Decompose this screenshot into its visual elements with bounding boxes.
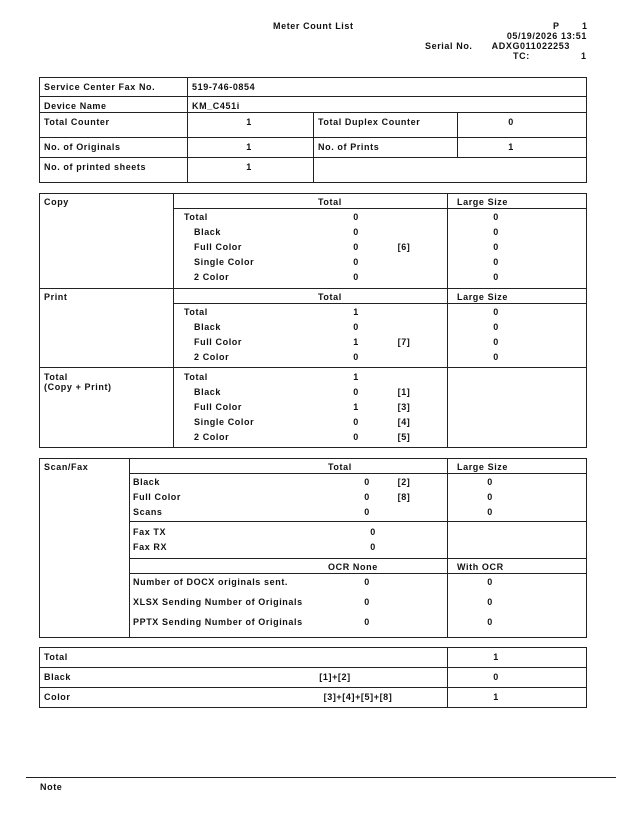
scan-label: Scan/Fax bbox=[44, 462, 89, 472]
total-cp-row-label: Single Color bbox=[194, 417, 255, 427]
scan-row-label: Full Color bbox=[133, 492, 181, 502]
fax-label: Service Center Fax No. bbox=[44, 82, 156, 92]
copy-row-ref: [6] bbox=[397, 242, 411, 252]
fax-row-total: 0 bbox=[370, 527, 376, 537]
print-row-total: 1 bbox=[353, 307, 359, 317]
summary-row-value: 0 bbox=[493, 672, 499, 682]
total-cp-row-ref: [3] bbox=[397, 402, 411, 412]
scan-row-total: 0 bbox=[364, 507, 370, 517]
fax-row-total: 0 bbox=[370, 542, 376, 552]
note-label: Note bbox=[40, 782, 63, 792]
total-cp-row-label: Full Color bbox=[194, 402, 242, 412]
originals-label: No. of Originals bbox=[44, 142, 121, 152]
scan-row-total: 0 bbox=[364, 492, 370, 502]
total-cp-row-total: 0 bbox=[353, 417, 359, 427]
copy-print-table bbox=[39, 193, 587, 448]
total-duplex-label: Total Duplex Counter bbox=[318, 117, 421, 127]
scan-row-large: 0 bbox=[487, 477, 493, 487]
total-cp-row-label: 2 Color bbox=[194, 432, 230, 442]
summary-row-label: Black bbox=[44, 672, 72, 682]
print-row-large: 0 bbox=[493, 352, 499, 362]
summary-table bbox=[39, 647, 587, 708]
summary-row-value: 1 bbox=[493, 652, 499, 662]
copy-row-large: 0 bbox=[493, 227, 499, 237]
total-cp-row-total: 1 bbox=[353, 372, 359, 382]
ocr-row-label: XLSX Sending Number of Originals bbox=[133, 597, 303, 607]
print-row-label: Black bbox=[194, 322, 222, 332]
scan-row-label: Scans bbox=[133, 507, 163, 517]
device-value: KM_C451i bbox=[192, 101, 240, 111]
originals-value: 1 bbox=[246, 142, 252, 152]
ocr-row-with: 0 bbox=[487, 617, 493, 627]
page-label: P bbox=[553, 21, 560, 31]
ocr-none-header: OCR None bbox=[328, 562, 378, 572]
prints-value: 1 bbox=[508, 142, 514, 152]
scan-row-large: 0 bbox=[487, 507, 493, 517]
scan-row-total: 0 bbox=[364, 477, 370, 487]
scan-fax-table bbox=[39, 458, 587, 638]
summary-row-label: Total bbox=[44, 652, 68, 662]
copy-row-total: 0 bbox=[353, 272, 359, 282]
page-title: Meter Count List bbox=[273, 21, 354, 31]
scan-col-large: Large Size bbox=[457, 462, 509, 472]
total-cp-row-ref: [4] bbox=[397, 417, 411, 427]
scan-col-total: Total bbox=[328, 462, 352, 472]
tc-value: 1 bbox=[581, 51, 587, 61]
total-cp-row-total: 0 bbox=[353, 387, 359, 397]
print-row-large: 0 bbox=[493, 337, 499, 347]
total-cp-row-ref: [1] bbox=[397, 387, 411, 397]
ocr-row-none: 0 bbox=[364, 577, 370, 587]
print-row-total: 0 bbox=[353, 352, 359, 362]
total-cp-sublabel: (Copy + Print) bbox=[44, 382, 112, 392]
copy-row-label: Single Color bbox=[194, 257, 255, 267]
print-label: Print bbox=[44, 292, 68, 302]
print-row-label: Total bbox=[184, 307, 208, 317]
print-row-large: 0 bbox=[493, 307, 499, 317]
copy-row-total: 0 bbox=[353, 257, 359, 267]
print-row-label: Full Color bbox=[194, 337, 242, 347]
summary-row-value: 1 bbox=[493, 692, 499, 702]
fax-row-label: Fax TX bbox=[133, 527, 167, 537]
copy-row-large: 0 bbox=[493, 272, 499, 282]
ocr-row-label: PPTX Sending Number of Originals bbox=[133, 617, 303, 627]
prints-label: No. of Prints bbox=[318, 142, 380, 152]
with-ocr-header: With OCR bbox=[457, 562, 504, 572]
summary-row-formula: [3]+[4]+[5]+[8] bbox=[323, 692, 393, 702]
total-cp-row-label: Black bbox=[194, 387, 222, 397]
serial-value: ADXG011022253 bbox=[491, 41, 570, 51]
copy-col-large: Large Size bbox=[457, 197, 509, 207]
scan-row-ref: [8] bbox=[397, 492, 411, 502]
copy-row-large: 0 bbox=[493, 242, 499, 252]
copy-row-label: Total bbox=[184, 212, 208, 222]
print-row-ref: [7] bbox=[397, 337, 411, 347]
fax-value: 519-746-0854 bbox=[192, 82, 256, 92]
copy-col-total: Total bbox=[318, 197, 342, 207]
print-col-total: Total bbox=[318, 292, 342, 302]
total-duplex-value: 0 bbox=[508, 117, 514, 127]
sheets-value: 1 bbox=[246, 162, 252, 172]
total-cp-row-total: 1 bbox=[353, 402, 359, 412]
scan-row-ref: [2] bbox=[397, 477, 411, 487]
tc-label: TC: bbox=[513, 51, 530, 61]
scan-row-large: 0 bbox=[487, 492, 493, 502]
copy-row-large: 0 bbox=[493, 212, 499, 222]
print-row-total: 0 bbox=[353, 322, 359, 332]
print-datetime: 05/19/2026 13:51 bbox=[506, 31, 587, 41]
print-row-large: 0 bbox=[493, 322, 499, 332]
copy-row-total: 0 bbox=[353, 242, 359, 252]
summary-row-label: Color bbox=[44, 692, 71, 702]
ocr-row-none: 0 bbox=[364, 597, 370, 607]
print-row-total: 1 bbox=[353, 337, 359, 347]
copy-row-label: Full Color bbox=[194, 242, 242, 252]
copy-row-total: 0 bbox=[353, 212, 359, 222]
print-row-label: 2 Color bbox=[194, 352, 230, 362]
ocr-row-label: Number of DOCX originals sent. bbox=[133, 577, 289, 587]
serial-label: Serial No. bbox=[425, 41, 473, 51]
copy-row-label: 2 Color bbox=[194, 272, 230, 282]
copy-row-label: Black bbox=[194, 227, 222, 237]
total-cp-row-label: Total bbox=[184, 372, 208, 382]
ocr-row-with: 0 bbox=[487, 597, 493, 607]
total-counter-value: 1 bbox=[246, 117, 252, 127]
device-label: Device Name bbox=[44, 101, 107, 111]
sheets-label: No. of printed sheets bbox=[44, 162, 147, 172]
ocr-row-with: 0 bbox=[487, 577, 493, 587]
note-divider bbox=[26, 777, 616, 778]
copy-row-total: 0 bbox=[353, 227, 359, 237]
fax-row-label: Fax RX bbox=[133, 542, 168, 552]
page-number: 1 bbox=[582, 21, 588, 31]
print-col-large: Large Size bbox=[457, 292, 509, 302]
ocr-row-none: 0 bbox=[364, 617, 370, 627]
summary-row-formula: [1]+[2] bbox=[319, 672, 351, 682]
total-counter-label: Total Counter bbox=[44, 117, 110, 127]
total-cp-label: Total bbox=[44, 372, 68, 382]
scan-row-label: Black bbox=[133, 477, 161, 487]
total-cp-row-total: 0 bbox=[353, 432, 359, 442]
copy-row-large: 0 bbox=[493, 257, 499, 267]
copy-label: Copy bbox=[44, 197, 69, 207]
total-cp-row-ref: [5] bbox=[397, 432, 411, 442]
